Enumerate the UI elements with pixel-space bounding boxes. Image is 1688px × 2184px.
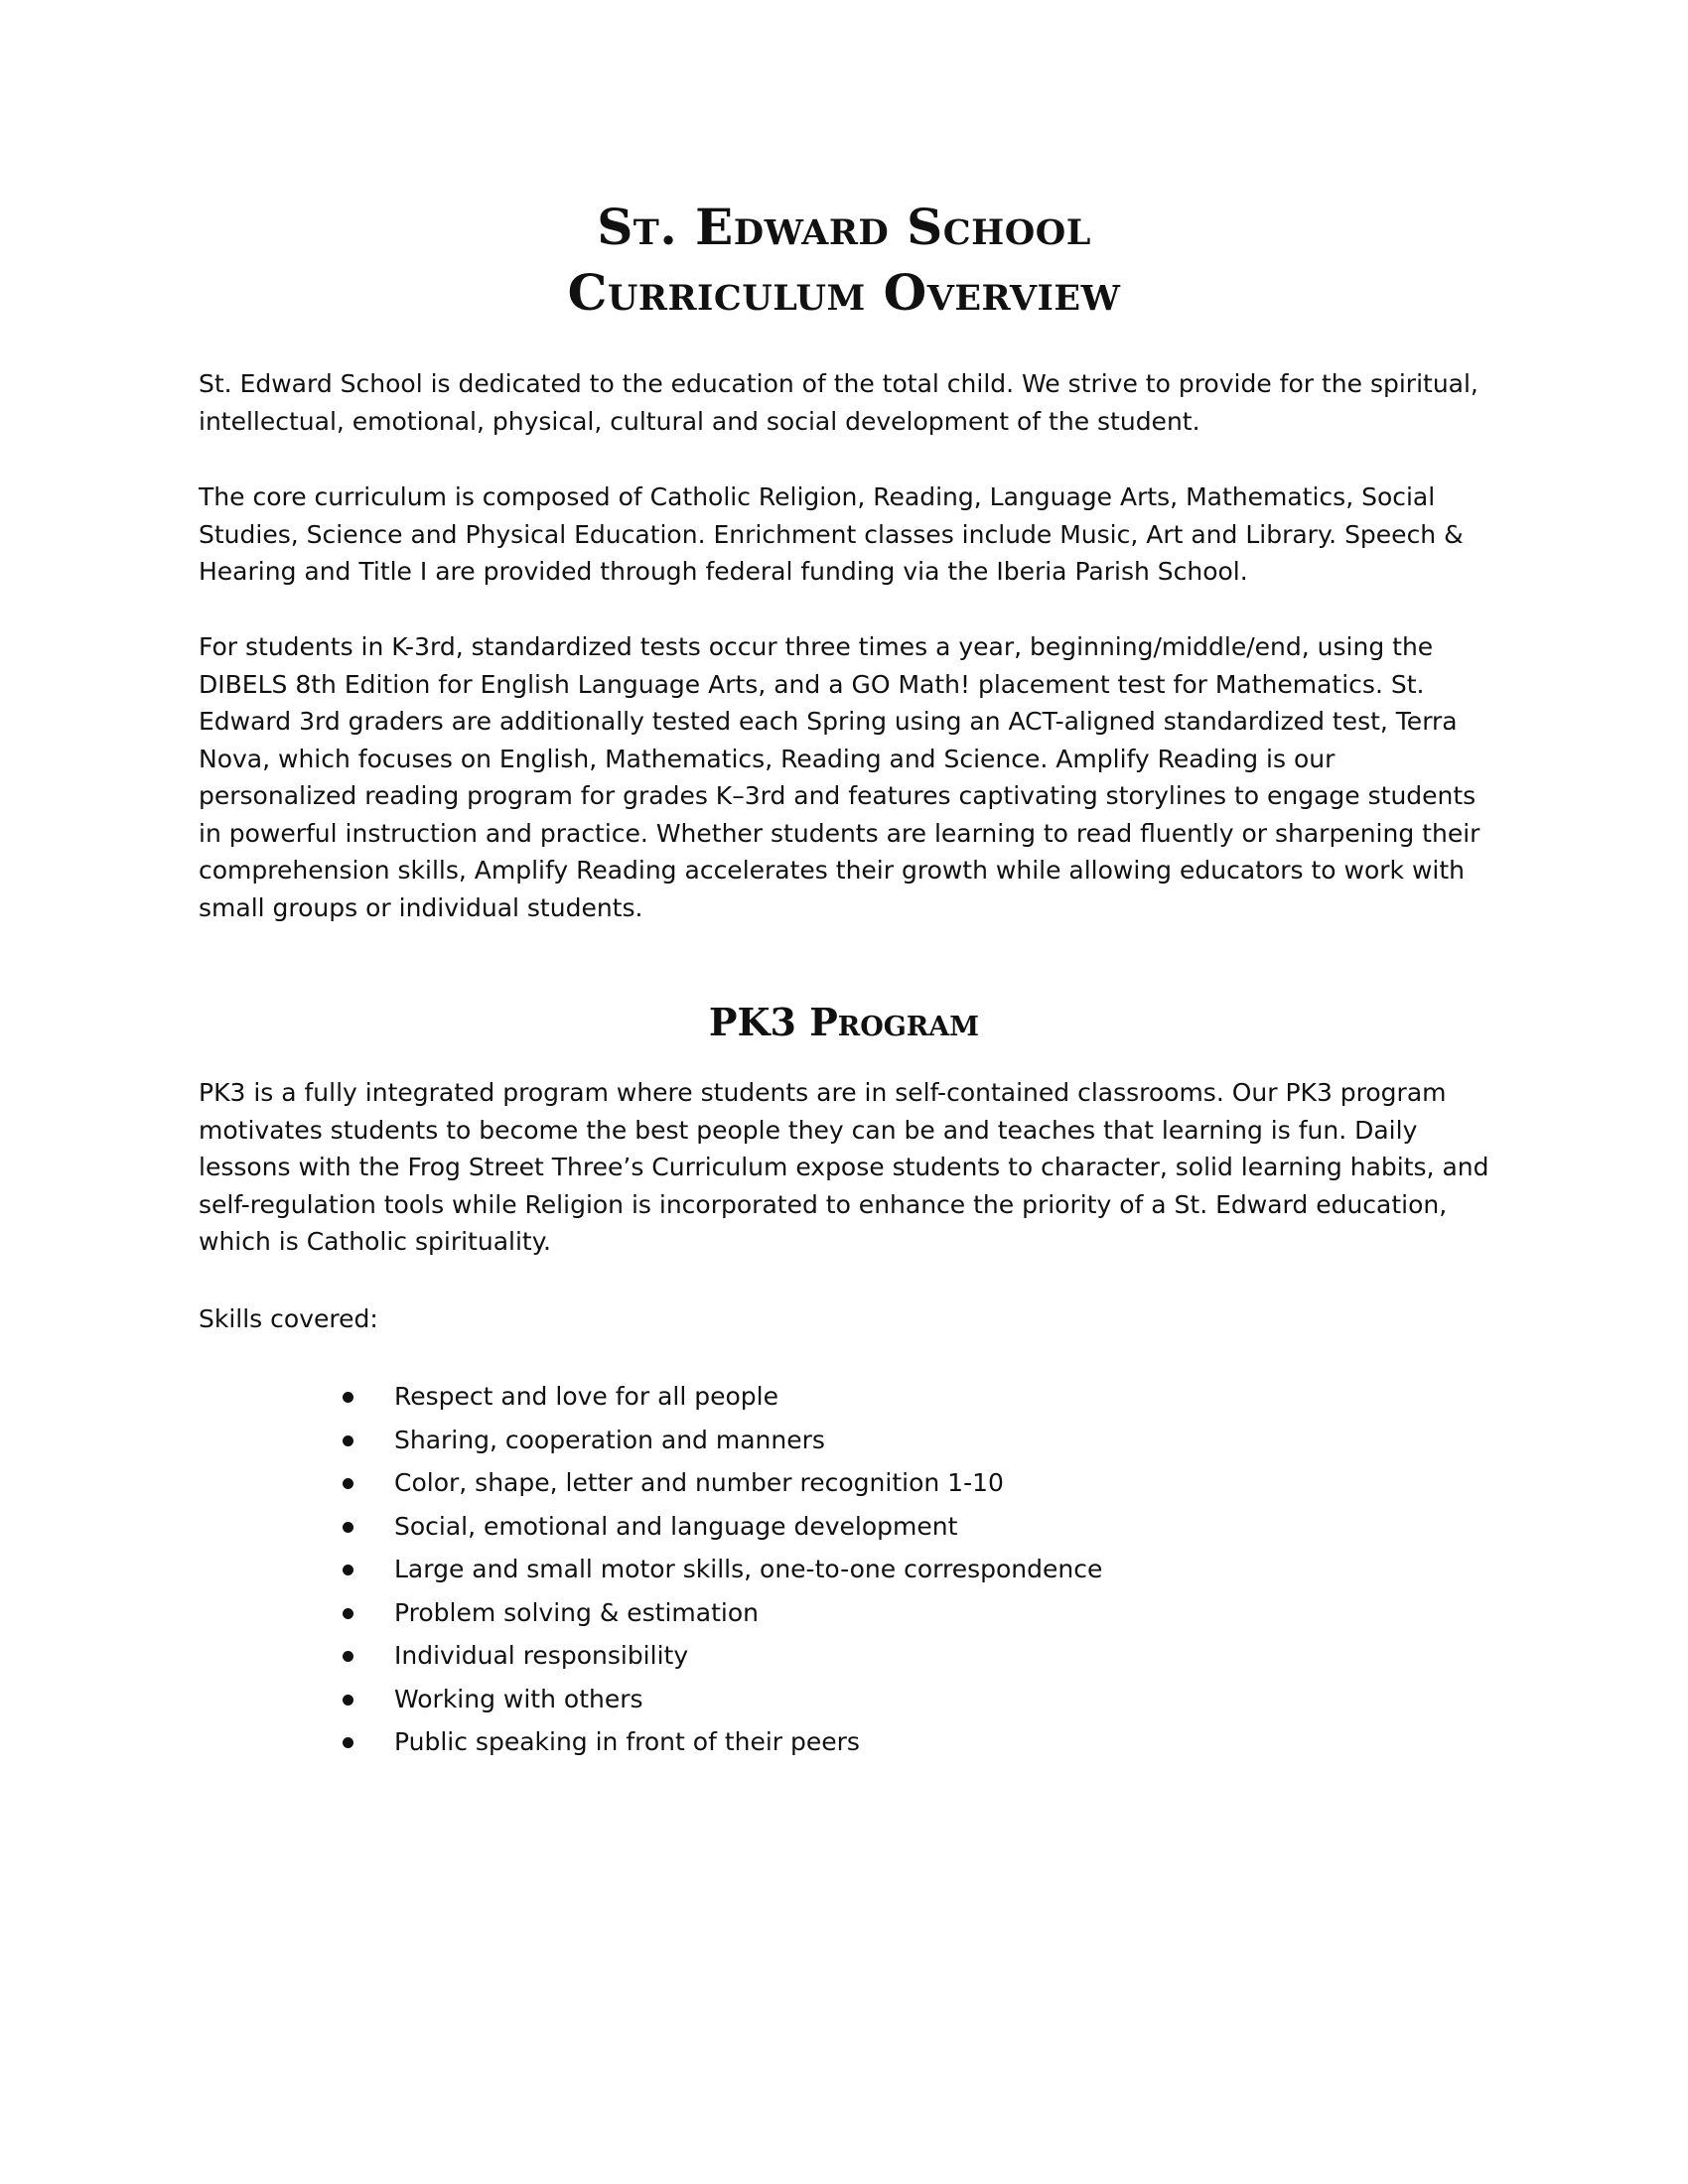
skill-text: Color, shape, letter and number recognition 1-10 [394, 1468, 1004, 1497]
list-item [343, 1461, 1102, 1505]
skill-text: Large and small motor skills, one-to-one correspondence [394, 1555, 1103, 1583]
list-item [343, 1720, 1102, 1764]
list-item [343, 1419, 1102, 1462]
pk3-paragraph: PK3 is a fully integrated program where students are in self-contained classrooms. Our PK3 program motivates students to become the best people they can be and teaches that learning is fun. Daily lessons with the Frog Street Three’s Curriculum expose students to character, solid learning habits, and self-regulation tools while Religion is incorporated to enhance the priority of a St. Edward education, which is Catholic spirituality. [199, 1078, 1489, 1256]
skill-text: Social, emotional and language development [394, 1511, 958, 1541]
skills-list [343, 1375, 1102, 1764]
intro-paragraph: St. Edward School is dedicated to the education of the total child. We strive to provide for the spiritual, intellectual, emotional, physical, cultural and social development of the student. [199, 369, 1478, 436]
pk3-heading: PK3 Program [708, 1000, 980, 1044]
skill-text: Working with others [394, 1684, 643, 1713]
title-line-1: St. Edward School [597, 198, 1091, 256]
list-item [343, 1548, 1102, 1591]
skills-label: Skills covered: [199, 1304, 378, 1333]
page-title [199, 195, 1489, 326]
bullet-icon [343, 1522, 353, 1533]
core-curriculum-paragraph: The core curriculum is composed of Catholic Religion, Reading, Language Arts, Mathematics, Social Studies, Science and Physical Education. Enrichment classes include Music, Art and Library. Speech & Hearing and Title I are provided through federal funding via the Iberia Parish School. [199, 482, 1464, 586]
document-page [199, 0, 1489, 2184]
skill-text: Public speaking in front of their peers [394, 1727, 860, 1756]
list-item [343, 1591, 1102, 1635]
bullet-icon [343, 1435, 353, 1446]
bullet-icon [343, 1695, 353, 1706]
list-item [343, 1634, 1102, 1678]
title-line-2: Curriculum Overview [567, 263, 1121, 322]
skill-text: Individual responsibility [394, 1641, 689, 1670]
testing-paragraph: For students in K-3rd, standardized tests occur three times a year, beginning/middle/end, using the DIBELS 8th Edition for English Language Arts, and a GO Math! placement test for Mathematics. St. Edward 3rd graders are additionally tested each Spring using an ACT-aligned standardized test, Terra Nova, which focuses on English, Mathematics, Reading and Science. Amplify Reading is our personalized reading program for grades K–3rd and features captivating storylines to engage students in powerful instruction and practice. Whether students are learning to read fluently or sharpening their comprehension skills, Amplify Reading accelerates their growth while allowing educators to work with small groups or individual students. [199, 632, 1480, 922]
skill-text: Sharing, cooperation and manners [394, 1425, 825, 1454]
skill-text: Respect and love for all people [394, 1382, 778, 1411]
bullet-icon [343, 1737, 353, 1748]
bullet-icon [343, 1651, 353, 1662]
bullet-icon [343, 1392, 353, 1403]
list-item [343, 1505, 1102, 1549]
bullet-icon [343, 1478, 353, 1489]
list-item [343, 1375, 1102, 1419]
bullet-icon [343, 1565, 353, 1575]
bullet-icon [343, 1608, 353, 1619]
list-item [343, 1678, 1102, 1721]
skill-text: Problem solving & estimation [394, 1597, 759, 1627]
